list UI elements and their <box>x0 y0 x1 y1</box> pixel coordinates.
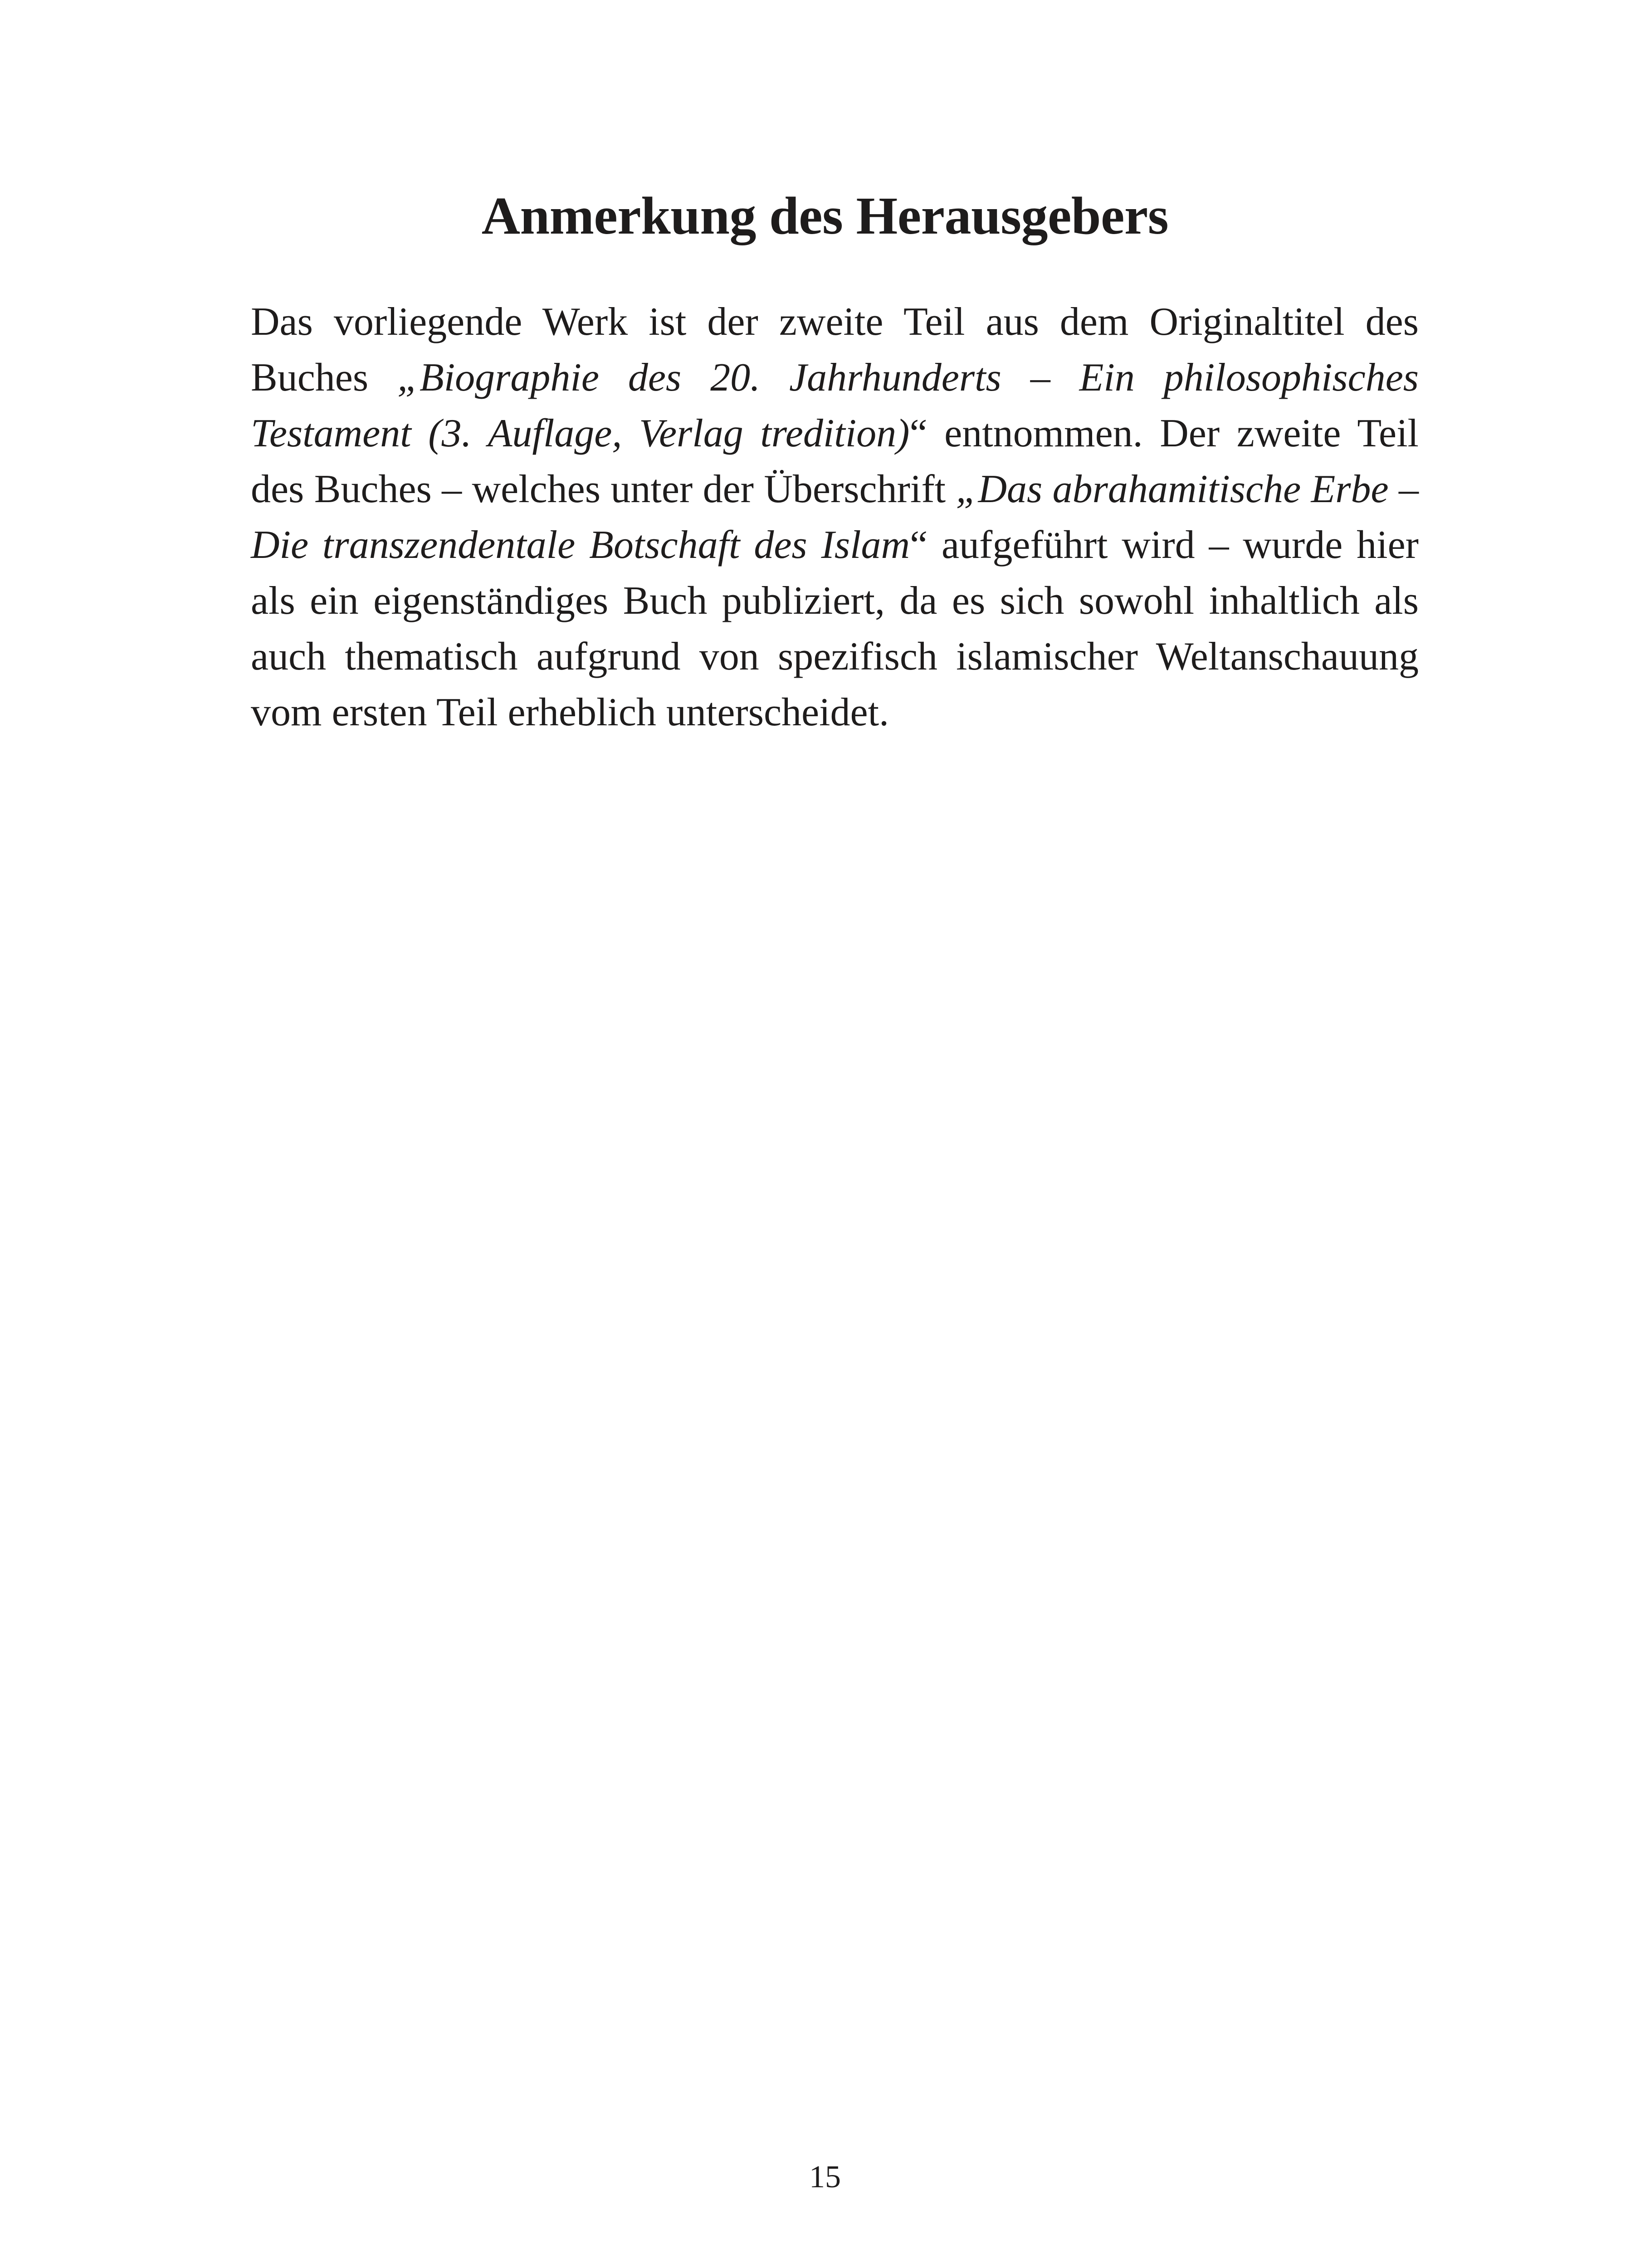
book-title-italic: „Biographie des 20. Jahrhunderts – Ein philosophisches Testament (3. Auflage, Verlag tredition) <box>251 356 1419 455</box>
paragraph-text-3: “ aufgeführt wird – wurde hier als ein eigenständiges Buch publiziert, da es sich sowohl inhaltlich als auch thematisch aufgrund von spezifisch islamischer Weltanschauung vom ersten Teil erheblich unterscheidet. <box>251 523 1419 734</box>
page-number: 15 <box>809 2160 841 2195</box>
section-title-italic: „Das abrahamitische Erbe – Die transzendentale Botschaft des Islam <box>251 467 1419 567</box>
paragraph-text-1: Das vorliegende Werk ist der zweite Teil aus dem Originaltitel des Buches <box>251 300 1419 400</box>
paragraph-text-2: “ entnommen. Der zweite Teil des Buches – welches unter der Überschrift <box>251 411 1419 511</box>
chapter-heading: Anmerkung des Herausgebers <box>481 186 1169 245</box>
body-paragraph <box>251 294 1419 740</box>
